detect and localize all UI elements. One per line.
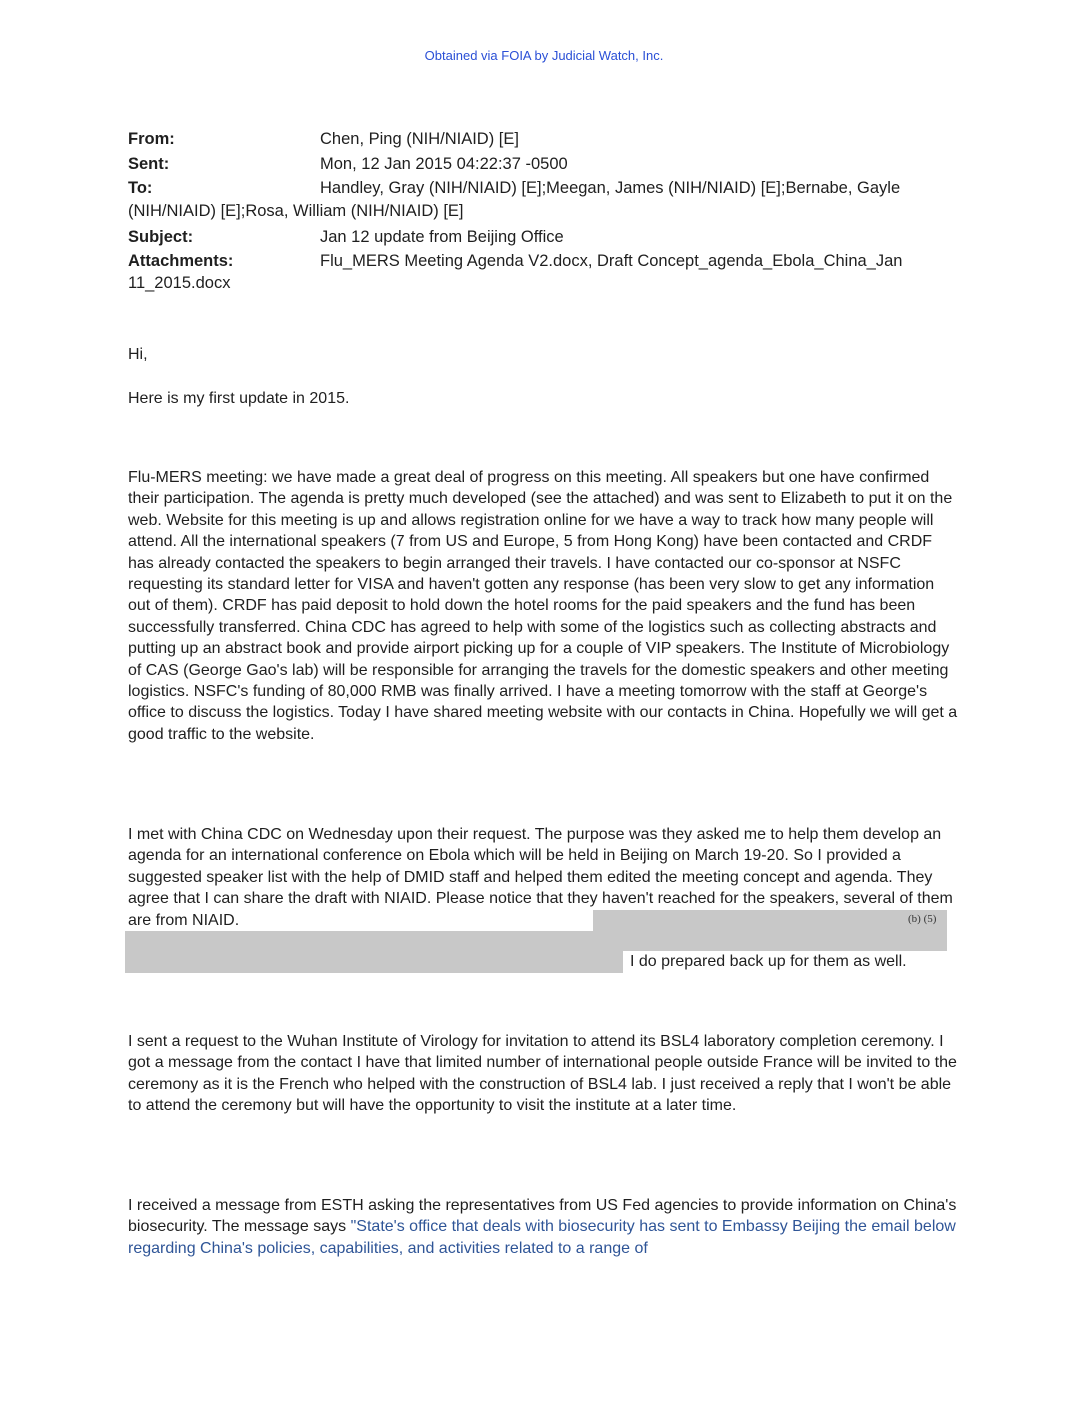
to-label: To: <box>128 179 153 197</box>
to-value-continued: (NIH/NIAID) [E];Rosa, William (NIH/NIAID) [E] <box>128 202 464 220</box>
sent-value: Mon, 12 Jan 2015 04:22:37 -0500 <box>320 155 568 173</box>
esth-quoted-text: "State's office that deals with biosecurity has sent to Embassy Beijing the email below regarding China's policies, capabilities, and activities related to a range of <box>128 1218 956 1257</box>
ebola-paragraph: I met with China CDC on Wednesday upon their request. The purpose was they asked me to help them develop an agenda for an international conference on Ebola which will be held in Beijing on March 19-20. So I provided a suggested speaker list with the help of DMID staff and helped them edited the meeting concept and agenda. They agree that I can share the draft with NIAID. Please notice that they haven't reached for the speakers, several of them are from NIAID. <box>128 826 953 929</box>
foia-watermark: Obtained via FOIA by Judicial Watch, Inc. <box>424 48 664 63</box>
attachments-value: Flu_MERS Meeting Agenda V2.docx, Draft Concept_agenda_Ebola_China_Jan <box>320 252 903 270</box>
redaction-code: (b) (5) <box>908 913 937 925</box>
intro-line: Here is my first update in 2015. <box>128 390 350 407</box>
subject-value: Jan 12 update from Beijing Office <box>320 228 564 246</box>
attachments-label: Attachments: <box>128 252 234 270</box>
esth-text: I received a message from ESTH asking the representatives from US Fed agencies to provide information on China's biosecurity. The message says <box>128 1197 957 1236</box>
redaction-block <box>125 931 947 951</box>
subject-label: Subject: <box>128 228 194 246</box>
wuhan-paragraph: I sent a request to the Wuhan Institute of Virology for invitation to attend its BSL4 laboratory completion ceremony. I got a message from the contact I have that limited number of international people outside France will be invited to the ceremony as it is the French who helped with the construction of BSL4 lab. I just received a reply that I won't be able to attend the ceremony but will have the opportunity to visit the institute at a later time. <box>128 1033 957 1115</box>
ebola-after-redaction: I do prepared back up for them as well. <box>630 953 907 970</box>
sent-label: Sent: <box>128 155 170 173</box>
flu-mers-paragraph: Flu-MERS meeting: we have made a great deal of progress on this meeting. All speakers but one have confirmed their participation. The agenda is pretty much developed (see the attached) and was sent to Elizabeth to put it on the web. Website for this meeting is up and allows registration online for we have a way to track how many people will attend. All the international speakers (7 from US and Europe, 5 from Hong Kong) have been contacted and CRDF has already contacted the speakers to begin arranged their travels. I have contacted our co-sponsor at NSFC requesting its standard letter for VISA and haven't gotten any response (has been very slow to get any information out of them). CRDF has paid deposit to hold down the hotel rooms for the paid speakers and the fund has been successfully transferred. China CDC has agreed to help with some of the logistics such as collecting abstracts and putting up an abstract book and provide airport picking up for a couple of VIP speakers. The Institute of Microbiology of CAS (George Gao's lab) will be responsible for arranging the travels for the domestic speakers and other meeting logistics. NSFC's funding of 80,000 RMB was finally arrived. I have a meeting tomorrow with the staff at George's office to discuss the logistics. Today I have shared meeting website with our contacts in China. Hopefully we will get a good traffic to the website. <box>128 469 958 743</box>
from-label: From: <box>128 130 175 148</box>
from-value: Chen, Ping (NIH/NIAID) [E] <box>320 130 519 148</box>
redaction-block <box>593 910 947 932</box>
greeting: Hi, <box>128 346 148 363</box>
attachments-value-continued: 11_2015.docx <box>128 274 231 292</box>
to-value: Handley, Gray (NIH/NIAID) [E];Meegan, James (NIH/NIAID) [E];Bernabe, Gayle <box>320 179 901 197</box>
redaction-block <box>125 951 623 973</box>
esth-paragraph <box>128 1195 958 1259</box>
